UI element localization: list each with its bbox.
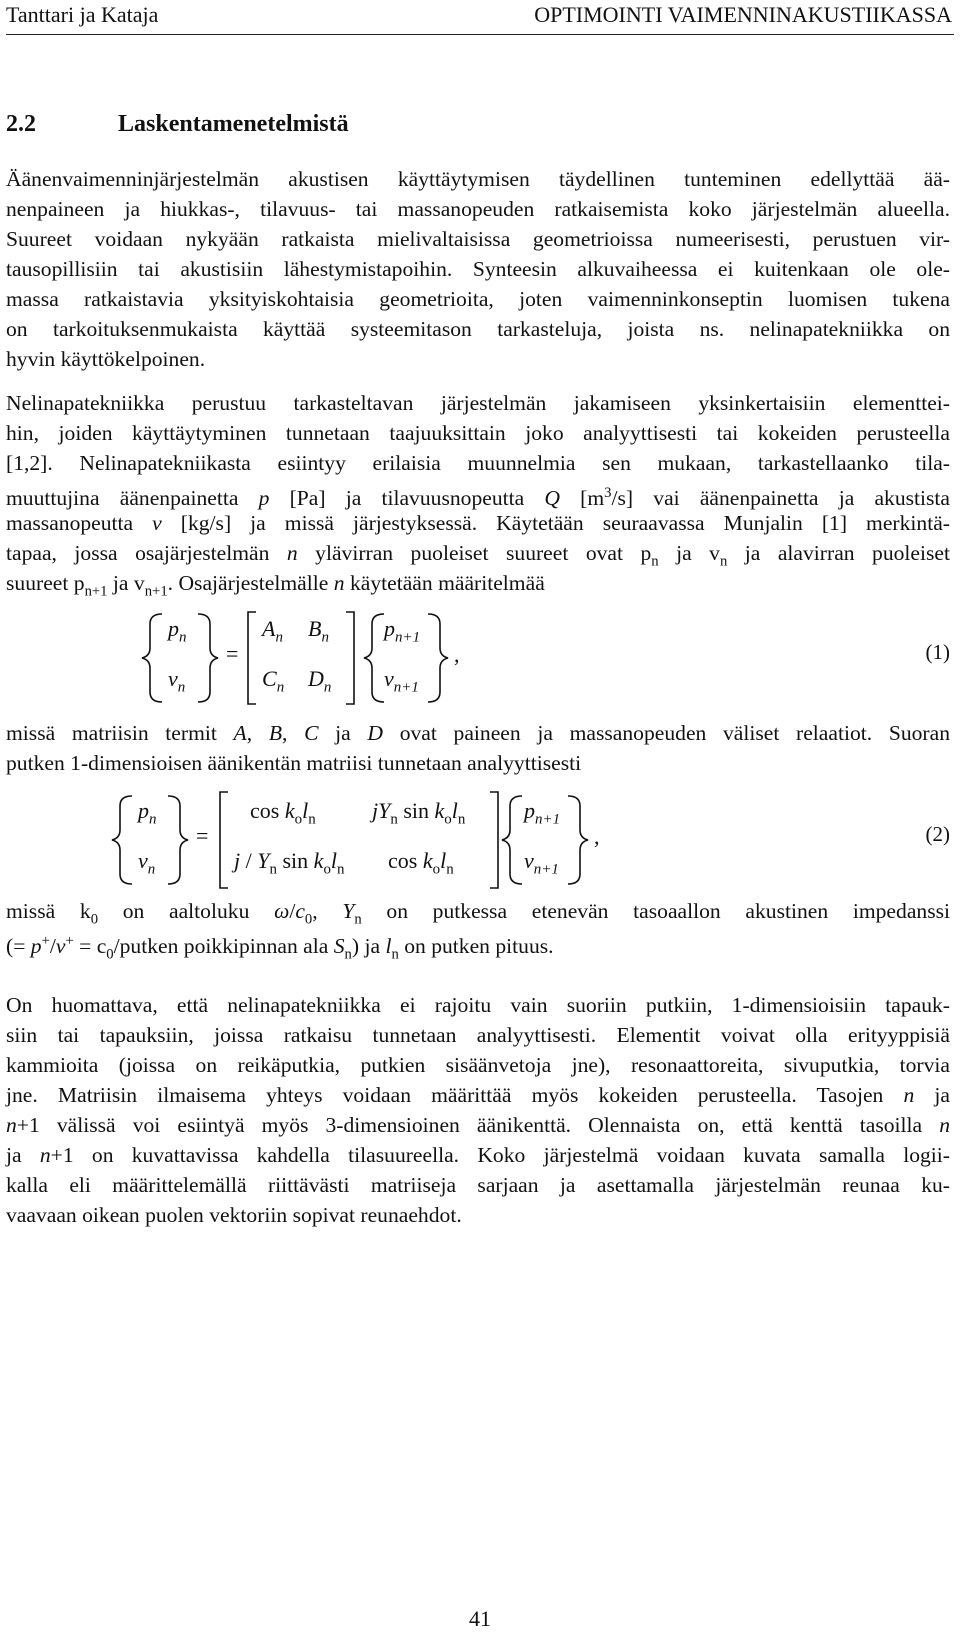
text-line: missä matriisin termit A, B, C ja D ovat paineen ja massanopeuden väliset relaatiot. Suoran — [6, 721, 951, 745]
paragraph-generalization — [6, 990, 950, 1230]
matrix-left-bracket — [220, 792, 228, 888]
left-brace — [112, 796, 132, 884]
equation-number: (1) — [925, 640, 950, 664]
text-line: Suureet voidaan nykyään ratkaista mielivaltaisissa geometrioissa numeerisesti, perustuen vir- — [6, 227, 950, 251]
left-brace — [142, 614, 162, 702]
text-line: hyvin käyttökelpoinen. — [6, 347, 206, 371]
text-line: missä $k_0$ on aaltoluku $\omega/c_0$, $Y_n$ on putkessa etenevän tasoaallon akustinen impedanssi — [6, 899, 951, 928]
text-line: suureet $p_{n+1}$ ja $v_{n+1}$. Osajärjestelmälle n käytetään määritelmää — [6, 571, 545, 600]
section-title: Laskentamenetelmistä — [118, 111, 349, 137]
right-vector-left-brace — [364, 614, 384, 702]
equation-1-brackets — [0, 608, 960, 708]
header-title: OPTIMOINTI VAIMENNINAKUSTIIKASSA — [534, 2, 952, 27]
equation-number: (2) — [925, 822, 950, 846]
text-line: hin, joiden käyttäytyminen tunnetaan taajuuksittain joko analyyttisesti tai kokeiden perusteella — [6, 421, 950, 445]
header-authors: Tanttari ja Kataja — [6, 2, 159, 27]
lhs-top: $p_n$ — [138, 798, 157, 828]
right-vector-right-brace — [428, 614, 448, 702]
matrix-m12: $jY_n$ $\sin k_ol_n$ — [372, 798, 466, 828]
matrix-B: $B_n$ — [308, 616, 329, 646]
text-line: (= $p^+/v^+ = c_0$/putken poikkipinnan ala $S_n$) ja $l_n$ on putken pituus. — [6, 933, 554, 963]
text-line: on tarkoituksenmukaista käyttää systeemitason tarkasteluja, joista ns. nelinapatekniikka on — [6, 317, 950, 341]
matrix-right-bracket — [346, 612, 354, 704]
matrix-right-bracket — [490, 792, 498, 888]
right-vector-right-brace — [568, 796, 588, 884]
matrix-m21: j / $Y_n$ $\sin k_ol_n$ — [234, 848, 345, 878]
paragraph-matrix-terms — [6, 718, 950, 778]
text-line: Äänenvaimenninjärjestelmän akustisen käyttäytymisen täydellinen tunteminen edellyttää ää- — [6, 167, 950, 191]
paragraph-four-pole — [6, 388, 950, 598]
lhs-bottom: $v_n$ — [138, 848, 156, 878]
equation-2 — [0, 790, 960, 890]
text-line: putken 1-dimensioisen äänikentän matriisi tunnetaan analyyttisesti — [6, 751, 582, 775]
matrix-D: $D_n$ — [308, 666, 332, 696]
matrix-A: $A_n$ — [262, 616, 283, 646]
rhs-top: $p_{n+1}$ — [384, 616, 421, 646]
equals-sign: = — [196, 823, 209, 848]
matrix-m22: $\cos k_ol_n$ — [388, 848, 454, 878]
rhs-top: $p_{n+1}$ — [524, 798, 561, 828]
text-line: nenpaineen ja hiukkas-, tilavuus- tai massanopeuden ratkaisemista koko järjestelmän alueella. — [6, 197, 950, 221]
text-line: vaavaan oikean puolen vektoriin sopivat reunaehdot. — [6, 1203, 462, 1227]
rhs-bottom: $v_{n+1}$ — [384, 666, 419, 696]
text-line: kalla eli määrittelemällä riittävästi matriiseja sarjaan ja asettamalla järjestelmän reunaa ku- — [6, 1173, 950, 1197]
text-line: tapaa, jossa osajärjestelmän n ylävirran puoleiset suureet ovat $p_n$ ja $v_n$ ja alavirran puoleiset — [6, 541, 951, 570]
text-line: On huomattava, että nelinapatekniikka ei rajoitu vain suoriin putkiin, 1-dimensioisiin tapauk- — [6, 993, 950, 1017]
text-line: tausopillisiin tai akustisiin lähestymistapoihin. Synteesin alkuvaiheessa ei kuitenkaan ole ole- — [6, 257, 950, 281]
page-number: 41 — [469, 1606, 491, 1631]
lhs-bottom: $v_n$ — [168, 666, 186, 696]
text-line: Nelinapatekniikka perustuu tarkasteltavan järjestelmän jakamiseen yksinkertaisiin elementtei- — [6, 391, 950, 415]
equation-comma: , — [594, 824, 600, 849]
header-rule — [6, 34, 954, 35]
equation-comma: , — [454, 642, 460, 667]
text-line: n+1 välissä voi esiintyä myös 3-dimensioinen äänikenttä. Olennaista on, että kenttä tasoilla n — [6, 1113, 950, 1137]
matrix-C: $C_n$ — [262, 666, 285, 696]
matrix-m11: $\cos k_ol_n$ — [250, 798, 316, 828]
text-line: muuttujina äänenpainetta p [Pa] ja tilavuusnopeutta Q $[m^3/s]$ vai äänenpainetta ja akustista — [6, 485, 951, 511]
section-number: 2.2 — [6, 111, 36, 137]
right-brace — [168, 796, 188, 884]
text-line: jne. Matriisin ilmaisema yhteys voidaan määrittää myös kokeiden perusteella. Tasojen n ja — [6, 1083, 950, 1107]
equation-1 — [0, 608, 960, 708]
text-line: massa ratkaistavia yksityiskohtaisia geometrioita, joten vaimenninkonseptin luomisen tukena — [6, 287, 950, 311]
paragraph-intro — [6, 164, 950, 374]
text-line: massanopeutta v [kg/s] ja missä järjestyksessä. Käytetään seuraavassa Munjalin [1] merkintä- — [6, 511, 950, 535]
paragraph-definitions — [6, 896, 951, 963]
right-brace — [198, 614, 218, 702]
rhs-bottom: $v_{n+1}$ — [524, 848, 559, 878]
text-line: siin tai tapauksiin, joissa ratkaisu tunnetaan analyyttisesti. Elementit voivat olla erityyppisiä — [6, 1023, 950, 1047]
text-line: [1,2]. Nelinapatekniikasta esiintyy erilaisia muunnelmia sen mukaan, tarkastellaanko tila- — [6, 451, 950, 475]
lhs-top: $p_n$ — [168, 616, 187, 646]
running-header — [0, 0, 960, 36]
matrix-left-bracket — [248, 612, 256, 704]
text-line: ja n+1 on kuvattavissa kahdella tilasuureella. Koko järjestelmä voidaan kuvata samalla logii- — [6, 1143, 951, 1167]
equals-sign: = — [226, 641, 239, 666]
right-vector-left-brace — [502, 796, 522, 884]
text-line: kammioita (joissa on reikäputkia, putkien sisäänvetoja jne), resonaattoreita, sivuputkia, torvia — [6, 1053, 950, 1077]
